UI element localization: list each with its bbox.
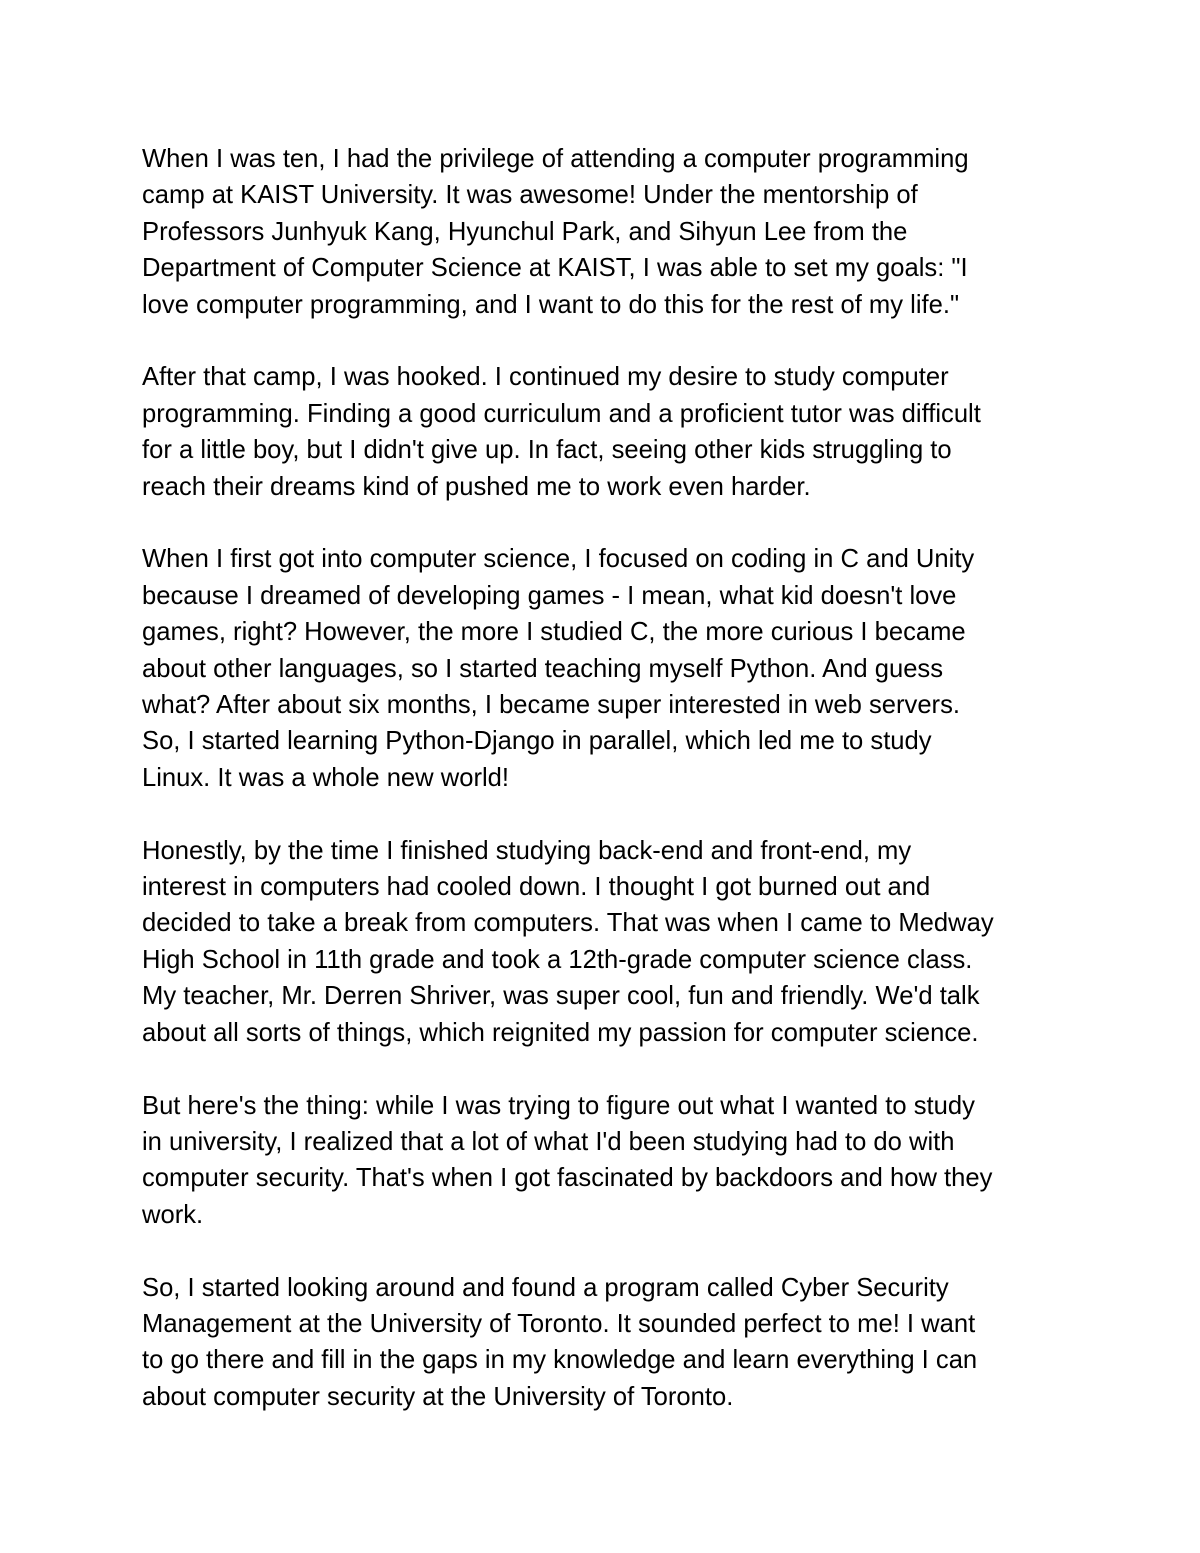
paragraph-5 [142, 1088, 1062, 1234]
text-line: in university, I realized that a lot of what I'd been studying had to do with [142, 1127, 955, 1156]
text-line: what? After about six months, I became super interested in web servers. [142, 691, 960, 720]
text-line: So, I started looking around and found a program called Cyber Security [142, 1273, 949, 1302]
text-line: Honestly, by the time I finished studying back-end and front-end, my [142, 836, 912, 865]
text-line: When I was ten, I had the privilege of attending a computer programming [142, 145, 969, 173]
text-line: about other languages, so I started teaching myself Python. And guess [142, 654, 944, 683]
text-line: Linux. It was a whole new world! [142, 763, 510, 792]
text-line: Professors Junhyuk Kang, Hyunchul Park, and Sihyun Lee from the [142, 217, 908, 246]
text-line: camp at KAIST University. It was awesome! Under the mentorship of [142, 181, 918, 210]
text-line: for a little boy, but I didn't give up. In fact, seeing other kids struggling to [142, 436, 952, 465]
text-line: But here's the thing: while I was trying to figure out what I wanted to study [142, 1091, 975, 1120]
text-line: work. [142, 1200, 204, 1229]
text-line: Department of Computer Science at KAIST, I was able to set my goals: "I [142, 254, 968, 283]
paragraph-1 [142, 141, 1062, 323]
text-line: When I first got into computer science, I focused on coding in C and Unity [142, 545, 975, 574]
text-line: My teacher, Mr. Derren Shriver, was super cool, fun and friendly. We'd talk [142, 982, 980, 1011]
paragraph-2 [142, 359, 1062, 505]
text-line: about all sorts of things, which reignited my passion for computer science. [142, 1018, 979, 1047]
text-line: because I dreamed of developing games - I mean, what kid doesn't love [142, 581, 957, 610]
text-line: games, right? However, the more I studied C, the more curious I became [142, 618, 966, 647]
paragraph-6 [142, 1270, 1062, 1416]
paragraph-3 [142, 541, 1062, 796]
text-line: interest in computers had cooled down. I thought I got burned out and [142, 873, 931, 902]
text-line: programming. Finding a good curriculum and a proficient tutor was difficult [142, 399, 981, 428]
text-line: High School in 11th grade and took a 12th-grade computer science class. [142, 945, 973, 974]
text-line: love computer programming, and I want to do this for the rest of my life." [142, 290, 960, 319]
text-line: Management at the University of Toronto. It sounded perfect to me! I want [142, 1309, 976, 1338]
text-line: about computer security at the University of Toronto. [142, 1382, 734, 1411]
document-body [142, 141, 1062, 1452]
text-line: So, I started learning Python-Django in parallel, which led me to study [142, 727, 932, 756]
text-line: to go there and fill in the gaps in my knowledge and learn everything I can [142, 1346, 978, 1375]
text-line: computer security. That's when I got fascinated by backdoors and how they [142, 1164, 993, 1193]
text-line: reach their dreams kind of pushed me to work even harder. [142, 472, 811, 501]
text-line: decided to take a break from computers. That was when I came to Medway [142, 909, 994, 938]
text-line: After that camp, I was hooked. I continued my desire to study computer [142, 363, 949, 392]
paragraph-4 [142, 833, 1062, 1051]
